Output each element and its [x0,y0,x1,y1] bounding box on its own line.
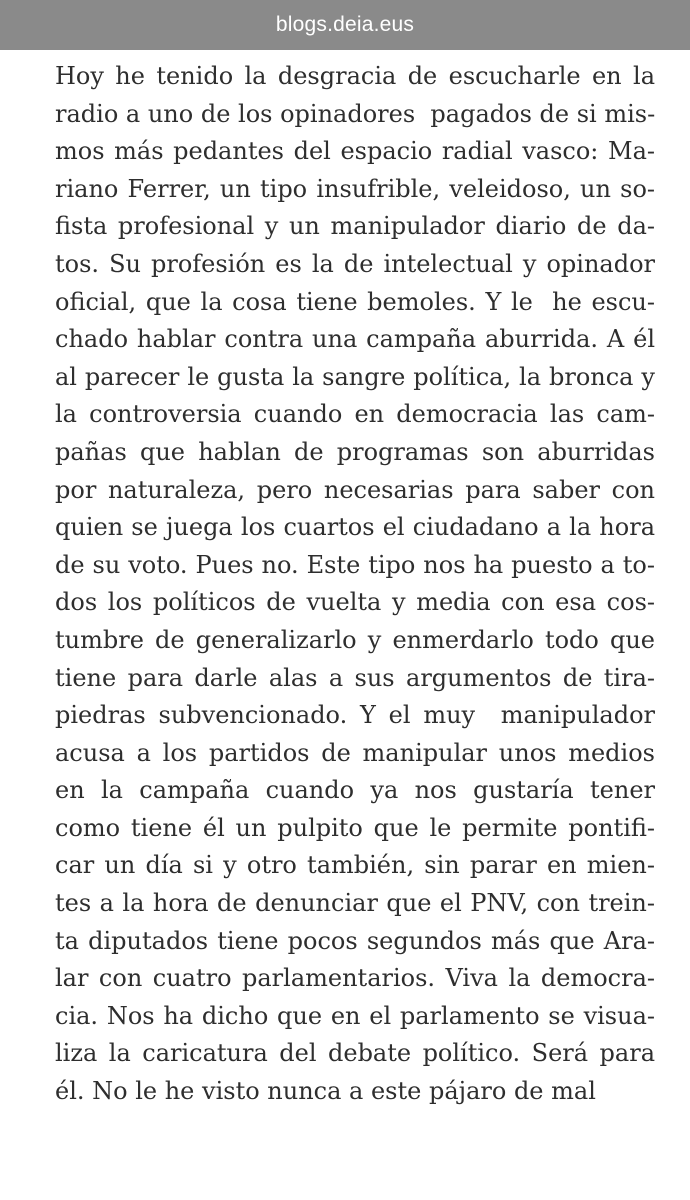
text-line: en la campaña cuando ya nos gustaría tener [55,776,655,805]
text-line: por naturaleza, pero necesarias para saber con [55,475,655,504]
text-line: mos más pedantes del espacio radial vasco: Ma- [55,137,655,166]
text-line: tiene para darle alas a sus argumentos de tira- [55,663,655,692]
text-line: cia. Nos ha dicho que en el parlamento se visua- [55,1001,655,1030]
text-line: dos los políticos de vuelta y media con esa cos- [55,588,655,617]
text-line: quien se juega los cuartos el ciudadano a la hora [55,513,655,542]
text-line: pañas que hablan de programas son aburridas [55,437,655,466]
text-line: la controversia cuando en democracia las cam- [55,400,655,429]
text-line: acusa a los partidos de manipular unos medios [55,738,655,767]
text-line: al parecer le gusta la sangre política, la bronca y [55,362,655,391]
text-line: lar con cuatro parlamentarios. Viva la democra- [55,964,655,993]
url-text[interactable]: blogs.deia.eus [275,13,415,36]
text-line: como tiene él un pulpito que le permite pontifi- [55,813,655,842]
text-line: piedras subvencionado. Y el muy manipulador [55,701,655,730]
address-bar[interactable] [0,0,690,50]
text-line: de su voto. Pues no. Este tipo nos ha puesto a to- [55,550,655,579]
text-line: fista profesional y un manipulador diario de da- [55,212,655,241]
text-line: car un día si y otro también, sin parar en mien- [55,851,655,880]
text-line: radio a uno de los opinadores pagados de si mis- [55,99,656,128]
text-line: oficial, que la cosa tiene bemoles. Y le he escu- [55,287,655,316]
text-line: tos. Su profesión es la de intelectual y opinador [55,249,655,278]
text-line: él. No le he visto nunca a este pájaro de mal [55,1077,596,1106]
article-body [55,58,655,1111]
text-line: Hoy he tenido la desgracia de escucharle en la [55,62,655,90]
text-line: liza la caricatura del debate político. Será para [55,1039,655,1068]
text-line: tes a la hora de denunciar que el PNV, con trein- [55,889,655,918]
text-line: tumbre de generalizarlo y enmerdarlo todo que [55,625,655,654]
text-line: ta diputados tiene pocos segundos más que Ara- [55,926,655,955]
text-line: riano Ferrer, un tipo insufrible, veleidoso, un so- [55,174,655,203]
text-line: chado hablar contra una campaña aburrida. A él [55,325,655,354]
